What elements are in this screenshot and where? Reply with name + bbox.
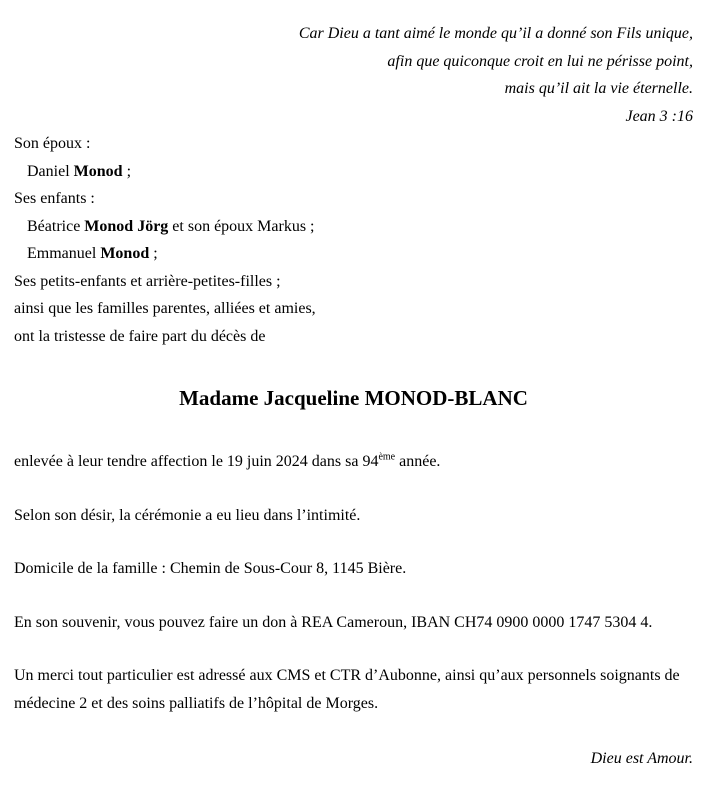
closing-motto: Dieu est Amour. xyxy=(590,750,693,767)
scripture-quote xyxy=(14,20,693,130)
families-line: ainsi que les familles parentes, alliées et amies, xyxy=(14,300,316,317)
family-announcement xyxy=(14,130,693,350)
death-date-text-end: année. xyxy=(395,453,441,470)
child-name-line xyxy=(14,213,693,241)
child1-name-suffix: et son époux Markus ; xyxy=(168,217,315,235)
deceased-name-title: Madame Jacqueline MONOD-BLANC xyxy=(179,386,528,410)
ordinal-superscript: ème xyxy=(378,451,396,463)
husband-first-name: Daniel xyxy=(27,162,74,180)
donation-paragraph: En son souvenir, vous pouvez faire un don à REA Cameroun, IBAN CH74 0900 0000 1747 5304 4. xyxy=(14,613,653,631)
child-name-line xyxy=(14,240,693,268)
quote-line: mais qu’il ait la vie éternelle. xyxy=(504,80,693,97)
husband-name-line xyxy=(14,158,693,186)
death-date-paragraph xyxy=(14,448,693,476)
children-label-line: Ses enfants : xyxy=(14,190,95,207)
child2-last-name: Monod xyxy=(100,245,150,262)
quote-attribution: Jean 3 :16 xyxy=(625,107,693,125)
child2-name-suffix: ; xyxy=(149,245,158,262)
child2-first-name: Emmanuel xyxy=(27,245,101,262)
child1-last-name: Monod Jörg xyxy=(84,217,169,235)
grandchildren-line: Ses petits-enfants et arrière-petites-filles ; xyxy=(14,272,281,290)
announcement-line: ont la tristesse de faire part du décès de xyxy=(14,327,266,345)
husband-name-suffix: ; xyxy=(122,162,132,180)
quote-line: Car Dieu a tant aimé le monde qu’il a donné son Fils unique, xyxy=(298,25,693,42)
child1-first-name: Béatrice xyxy=(27,217,85,235)
ceremony-paragraph: Selon son désir, la cérémonie a eu lieu dans l’intimité. xyxy=(14,506,361,524)
quote-line: afin que quiconque croit en lui ne périsse point, xyxy=(387,52,693,70)
thanks-paragraph: Un merci tout particulier est adressé aux CMS et CTR d’Aubonne, ainsi qu’aux personnels soignants de médecine 2 et des soins palliatifs de l’hôpital de Morges. xyxy=(14,667,680,712)
husband-label-line: Son époux : xyxy=(14,135,91,152)
husband-last-name: Monod xyxy=(73,162,123,180)
death-date-text: enlevée à leur tendre affection le 19 juin 2024 dans sa 94 xyxy=(14,453,379,470)
family-address-paragraph: Domicile de la famille : Chemin de Sous-Cour 8, 1145 Bière. xyxy=(14,560,407,577)
